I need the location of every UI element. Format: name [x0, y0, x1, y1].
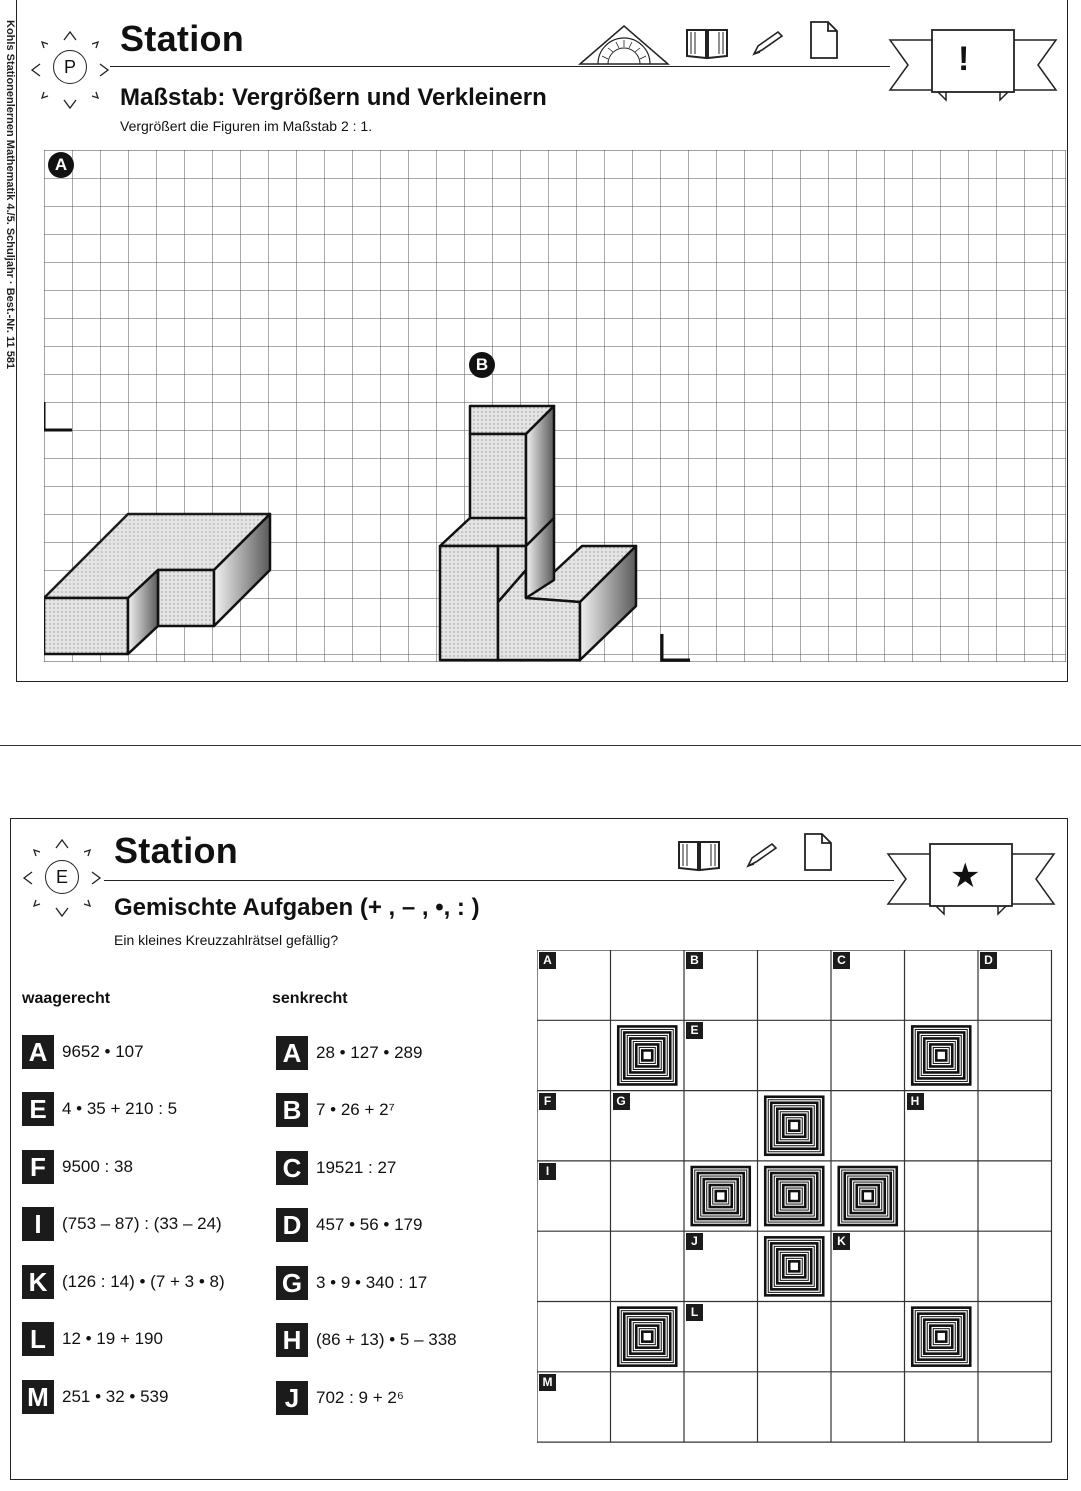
crossword-cell-label: C: [833, 952, 850, 969]
title-rule: [110, 66, 890, 67]
blocked-cell: [839, 1167, 897, 1225]
station-title: Station: [114, 830, 239, 871]
task-instruction: Ein kleines Kreuzzahlrätsel gefällig?: [114, 932, 339, 948]
blocked-cell: [765, 1237, 823, 1295]
square-grid: [44, 150, 1066, 662]
crossword-cell-label: B: [686, 952, 703, 969]
across-clue: F 9500 : 38: [22, 1150, 133, 1184]
ribbon-symbol: !: [958, 40, 970, 78]
ribbon-symbol: ★: [950, 857, 981, 895]
side-copyright-text: Kohls Stationenlernen Mathematik 4./5. Schuljahr · Best.-Nr. 11 581: [4, 20, 16, 370]
paper-icon: [808, 20, 840, 60]
crossword-cell-label: A: [539, 952, 556, 969]
blocked-cell: [765, 1097, 823, 1155]
down-clue: H (86 + 13) • 5 – 338: [276, 1323, 457, 1357]
down-clue: A 28 • 127 • 289: [276, 1036, 422, 1070]
station-title: Station: [120, 18, 245, 59]
crossword-cell-label: D: [980, 952, 997, 969]
crossword-cell-label: F: [539, 1093, 556, 1110]
book-icon: [676, 836, 722, 872]
crossword-cell-label: J: [686, 1233, 703, 1250]
station-letter-badge: P: [53, 50, 87, 84]
across-clue: M 251 • 32 • 539: [22, 1380, 168, 1414]
crossword-cell-label: H: [907, 1093, 924, 1110]
across-clue: E 4 • 35 + 210 : 5: [22, 1092, 177, 1126]
crossword-cell-label: G: [613, 1093, 630, 1110]
crossword-cell-label: M: [539, 1374, 556, 1391]
station-letter-badge: E: [45, 860, 79, 894]
figure-label-a: A: [48, 152, 74, 178]
down-clue: G 3 • 9 • 340 : 17: [276, 1266, 427, 1300]
across-heading: waagerecht: [22, 990, 111, 1007]
station-subtitle: Maßstab: Vergrößern und Verkleinern: [120, 84, 547, 111]
crossword-cell-label: I: [539, 1163, 556, 1180]
figure-label-b: B: [469, 352, 495, 378]
pencil-icon: [744, 840, 780, 870]
task-instruction: Vergrößert die Figuren im Maßstab 2 : 1.: [120, 118, 373, 134]
cut-line: [0, 745, 1081, 746]
book-icon: [684, 24, 730, 60]
down-clue: C 19521 : 27: [276, 1151, 396, 1185]
ribbon-banner: [886, 20, 1060, 108]
across-clue: K (126 : 14) • (7 + 3 • 8): [22, 1265, 225, 1299]
set-square-protractor-icon: [578, 22, 670, 66]
down-clue: J 702 : 9 + 2⁶: [276, 1381, 404, 1415]
crossword-cell-label: E: [686, 1022, 703, 1039]
down-heading: senkrecht: [272, 990, 348, 1007]
blocked-cell: [618, 1026, 676, 1084]
down-clue: D 457 • 56 • 179: [276, 1208, 422, 1242]
across-clue: A 9652 • 107: [22, 1035, 144, 1069]
blocked-cell: [618, 1308, 676, 1366]
crossword-cell-label: L: [686, 1304, 703, 1321]
crossword-cell-label: K: [833, 1233, 850, 1250]
blocked-cell: [765, 1167, 823, 1225]
across-clue: L 12 • 19 + 190: [22, 1322, 163, 1356]
blocked-cell: [692, 1167, 750, 1225]
down-clue: B 7 • 26 + 2⁷: [276, 1093, 395, 1127]
pencil-icon: [750, 28, 786, 58]
station-subtitle: Gemischte Aufgaben (+ , – , •, : ): [114, 894, 480, 921]
blocked-cell: [912, 1308, 970, 1366]
crossword-grid: [537, 950, 1053, 1444]
title-rule: [104, 880, 894, 881]
across-clue: I (753 – 87) : (33 – 24): [22, 1207, 222, 1241]
blocked-cell: [912, 1026, 970, 1084]
paper-icon: [802, 832, 834, 872]
